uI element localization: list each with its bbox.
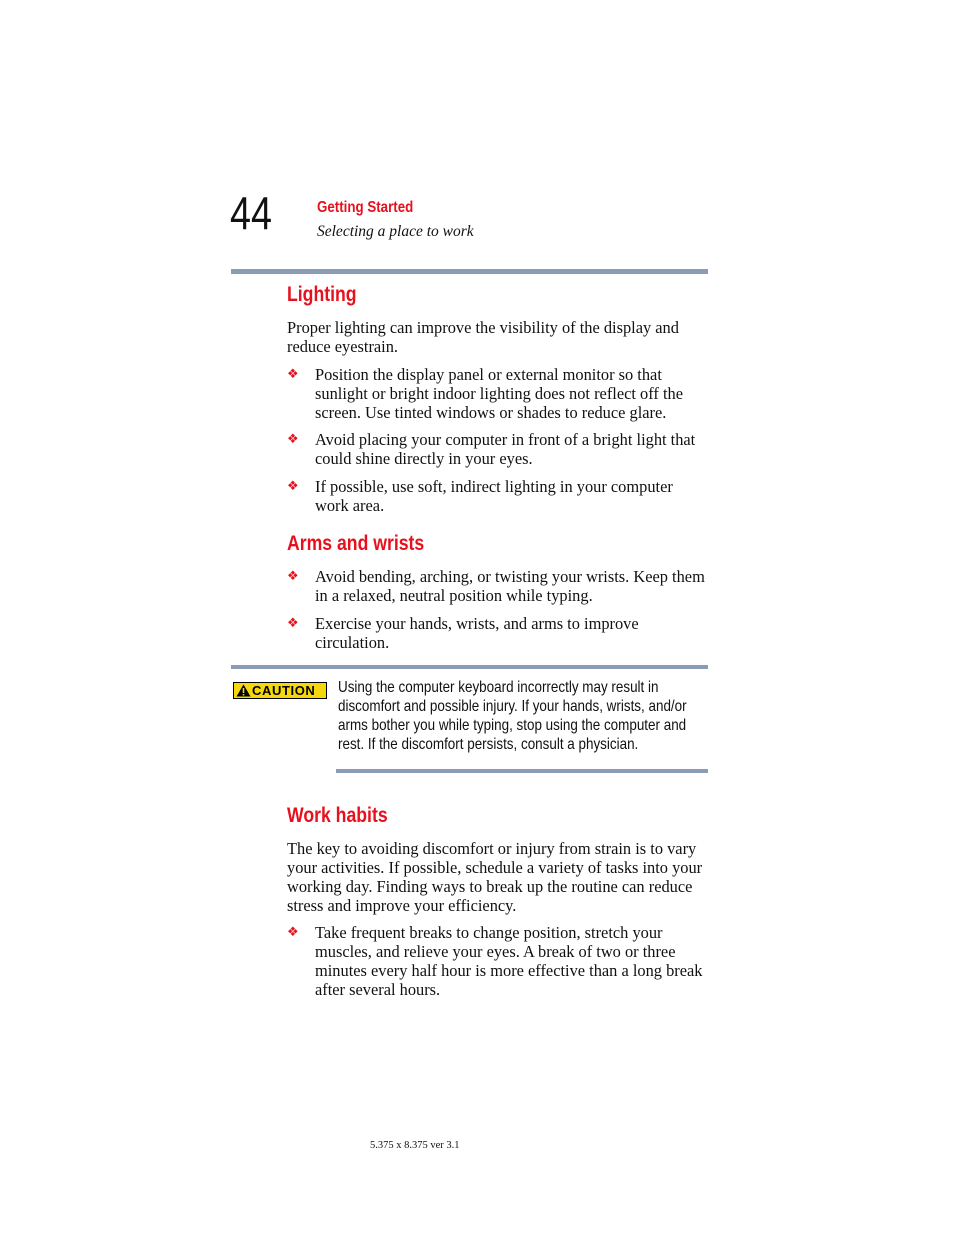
bullet-text: Avoid placing your computer in front of a bright light that could shine directly in your eyes. [315, 430, 696, 468]
arms-heading: Arms and wrists [287, 532, 425, 555]
bullet-diamond-icon: ❖ [287, 569, 299, 584]
chapter-title: Getting Started [317, 199, 414, 216]
bullet-text: Take frequent breaks to change position, stretch your muscles, and relieve your eyes. A break of two or three minutes every half hour is more effective than a long break after several hours. [315, 923, 703, 999]
footer-version: 5.375 x 8.375 ver 3.1 [370, 1140, 460, 1151]
lighting-heading: Lighting [287, 283, 357, 306]
bullet-text: Position the display panel or external monitor so that sunlight or bright indoor lighting does not reflect off the screen. Use tinted windows or shades to reduce glare. [315, 365, 683, 422]
caution-bottom-divider [336, 769, 708, 773]
caution-badge [233, 682, 327, 699]
caution-label: CAUTION [252, 683, 316, 698]
bullet-diamond-icon: ❖ [287, 616, 299, 631]
bullet-diamond-icon: ❖ [287, 479, 299, 494]
caution-text: Using the computer keyboard incorrectly may result in discomfort and possible injury. If your hands, wrists, and/or arms bother you while typing, stop using the computer and rest. If the discomfort persists, consult a physician. [338, 679, 687, 753]
page-number: 44 [230, 187, 272, 239]
caution-top-divider [231, 665, 708, 669]
lighting-intro: Proper lighting can improve the visibility of the display and reduce eyestrain. [287, 318, 679, 356]
work-heading: Work habits [287, 804, 388, 827]
bullet-diamond-icon: ❖ [287, 925, 299, 940]
bullet-text: Avoid bending, arching, or twisting your wrists. Keep them in a relaxed, neutral position while typing. [315, 567, 705, 605]
bullet-text: Exercise your hands, wrists, and arms to improve circulation. [315, 614, 639, 652]
bullet-text: If possible, use soft, indirect lighting in your computer work area. [315, 477, 673, 515]
warning-triangle-icon [236, 684, 251, 697]
work-intro: The key to avoiding discomfort or injury from strain is to vary your activities. If possible, schedule a variety of tasks into your working day. Finding ways to break up the routine can reduce stress and improve your efficiency. [287, 839, 703, 915]
bullet-diamond-icon: ❖ [287, 367, 299, 382]
top-divider [231, 269, 708, 274]
bullet-diamond-icon: ❖ [287, 432, 299, 447]
section-title: Selecting a place to work [317, 223, 474, 240]
